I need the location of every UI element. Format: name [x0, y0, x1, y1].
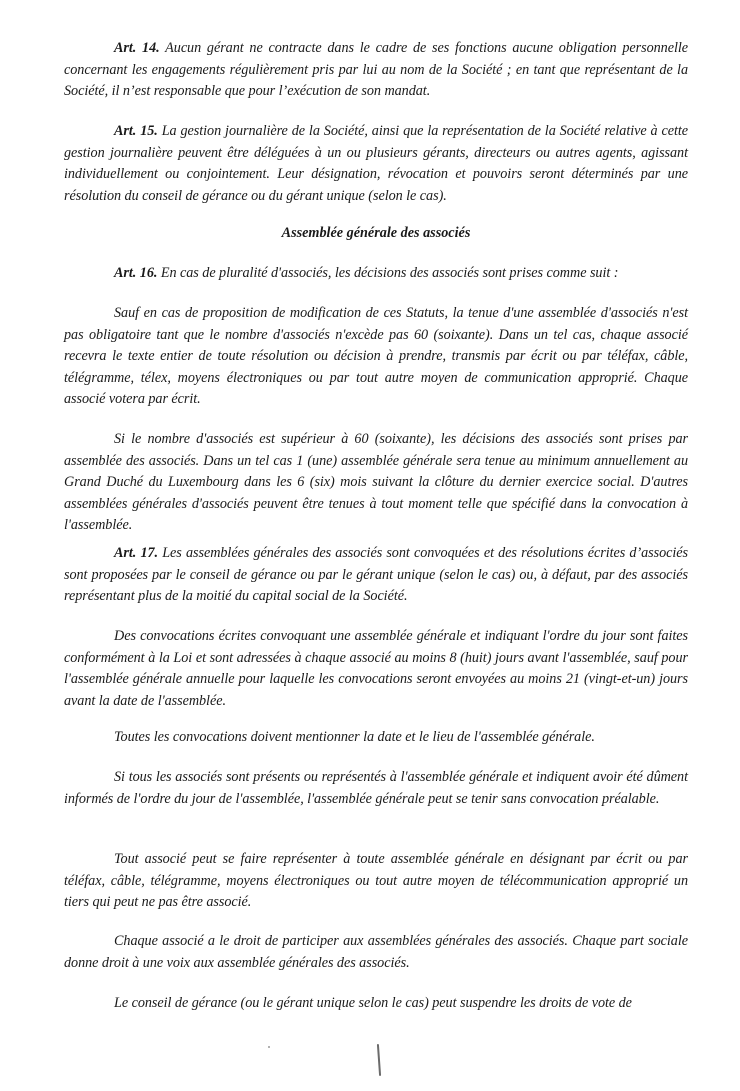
article-15 [64, 121, 688, 207]
article-15-label: Art. 15. [114, 123, 158, 139]
paragraph-sauf: Sauf en cas de proposition de modification de ces Statuts, la tenue d'une assemblée d'associés n'est pas obligatoire tant que le nombre d'associés n'excède pas 60 (soixante). Dans un tel cas, chaque associé recevra le texte entier de toute résolution ou décision à prendre, transmis par écrit ou par téléfax, câble, télégramme, télex, moyens électroniques ou par tout autre moyen de communication approprié. Chaque associé votera par écrit. [64, 305, 688, 408]
paragraph-si-tous: Si tous les associés sont présents ou représentés à l'assemblée générale et indiquent avoir été dûment informés de l'ordre du jour de l'assemblée, l'assemblée générale peut se tenir sans convocation préalable. [64, 769, 688, 807]
article-16-text: En cas de pluralité d'associés, les décisions des associés sont prises comme suit : [157, 265, 619, 281]
article-14-text: Aucun gérant ne contracte dans le cadre de ses fonctions aucune obligation personnelle concernant les engagements régulièrement pris par lui au nom de la Société ; en tant que représentant de la Société, il n’est responsable que pour l’exécution de son mandat. [64, 40, 688, 100]
paragraph-toutes: Toutes les convocations doivent mentionner la date et le lieu de l'assemblée générale. [114, 729, 595, 745]
paragraph-si-nombre: Si le nombre d'associés est supérieur à 60 (soixante), les décisions des associés sont prises par assemblée des associés. Dans un tel cas 1 (une) assemblée générale sera tenue au minimum annuellement au Grand Duché du Luxembourg dans les 6 (six) mois suivant la clôture du dernier exercice social. D'autres assemblées générales d'associés peuvent être tenues à tout moment telle que spécifié dans la convocation à l'assemblée. [64, 431, 688, 534]
article-15-text: La gestion journalière de la Société, ainsi que la représentation de la Société relative à cette gestion journalière peuvent être déléguées à un ou plusieurs gérants, directeurs ou autres agents, agissant individuellement ou conjointement. Leur désignation, révocation et pouvoirs seront déterminés par une résolution du conseil de gérance ou du gérant unique (selon le cas). [64, 123, 688, 204]
pen-stroke-mark [377, 1044, 381, 1076]
paragraph-conseil: Le conseil de gérance (ou le gérant unique selon le cas) peut suspendre les droits de vote de [114, 995, 632, 1011]
article-14-label: Art. 14. [114, 40, 160, 56]
article-17-label: Art. 17. [114, 545, 159, 561]
paragraph-convocations: Des convocations écrites convoquant une assemblée générale et indiquant l'ordre du jour sont faites conformément à la Loi et sont adressées à chaque associé au moins 8 (huit) jours avant l'assemblée, sauf pour l'assemblée générale annuelle pour laquelle les convocations seront envoyées au moins 21 (vingt-et-un) jours avant la date de l'assemblée. [64, 628, 688, 709]
article-17 [64, 543, 688, 608]
section-heading: Assemblée générale des associés [281, 225, 471, 241]
paragraph-chaque: Chaque associé a le droit de participer aux assemblées générales des associés. Chaque part sociale donne droit à une voix aux assemblée générales des associés. [64, 933, 688, 971]
paragraph-tout-associe: Tout associé peut se faire représenter à toute assemblée générale en désignant par écrit ou par téléfax, câble, télégramme, moyens électroniques ou tout autre moyen de télécommunication approprié un tiers qui peut ne pas être associé. [64, 851, 688, 911]
article-14 [64, 38, 688, 103]
scan-speck [268, 1046, 270, 1048]
article-16-label: Art. 16. [114, 265, 158, 281]
article-16 [64, 263, 688, 285]
article-17-text: Les assemblées générales des associés sont convoquées et des résolutions écrites d’associés sont proposées par le conseil de gérance ou par le gérant unique (selon le cas) ou, à défaut, par des associés représentant plus de la moitié du capital social de la Société. [64, 545, 689, 605]
